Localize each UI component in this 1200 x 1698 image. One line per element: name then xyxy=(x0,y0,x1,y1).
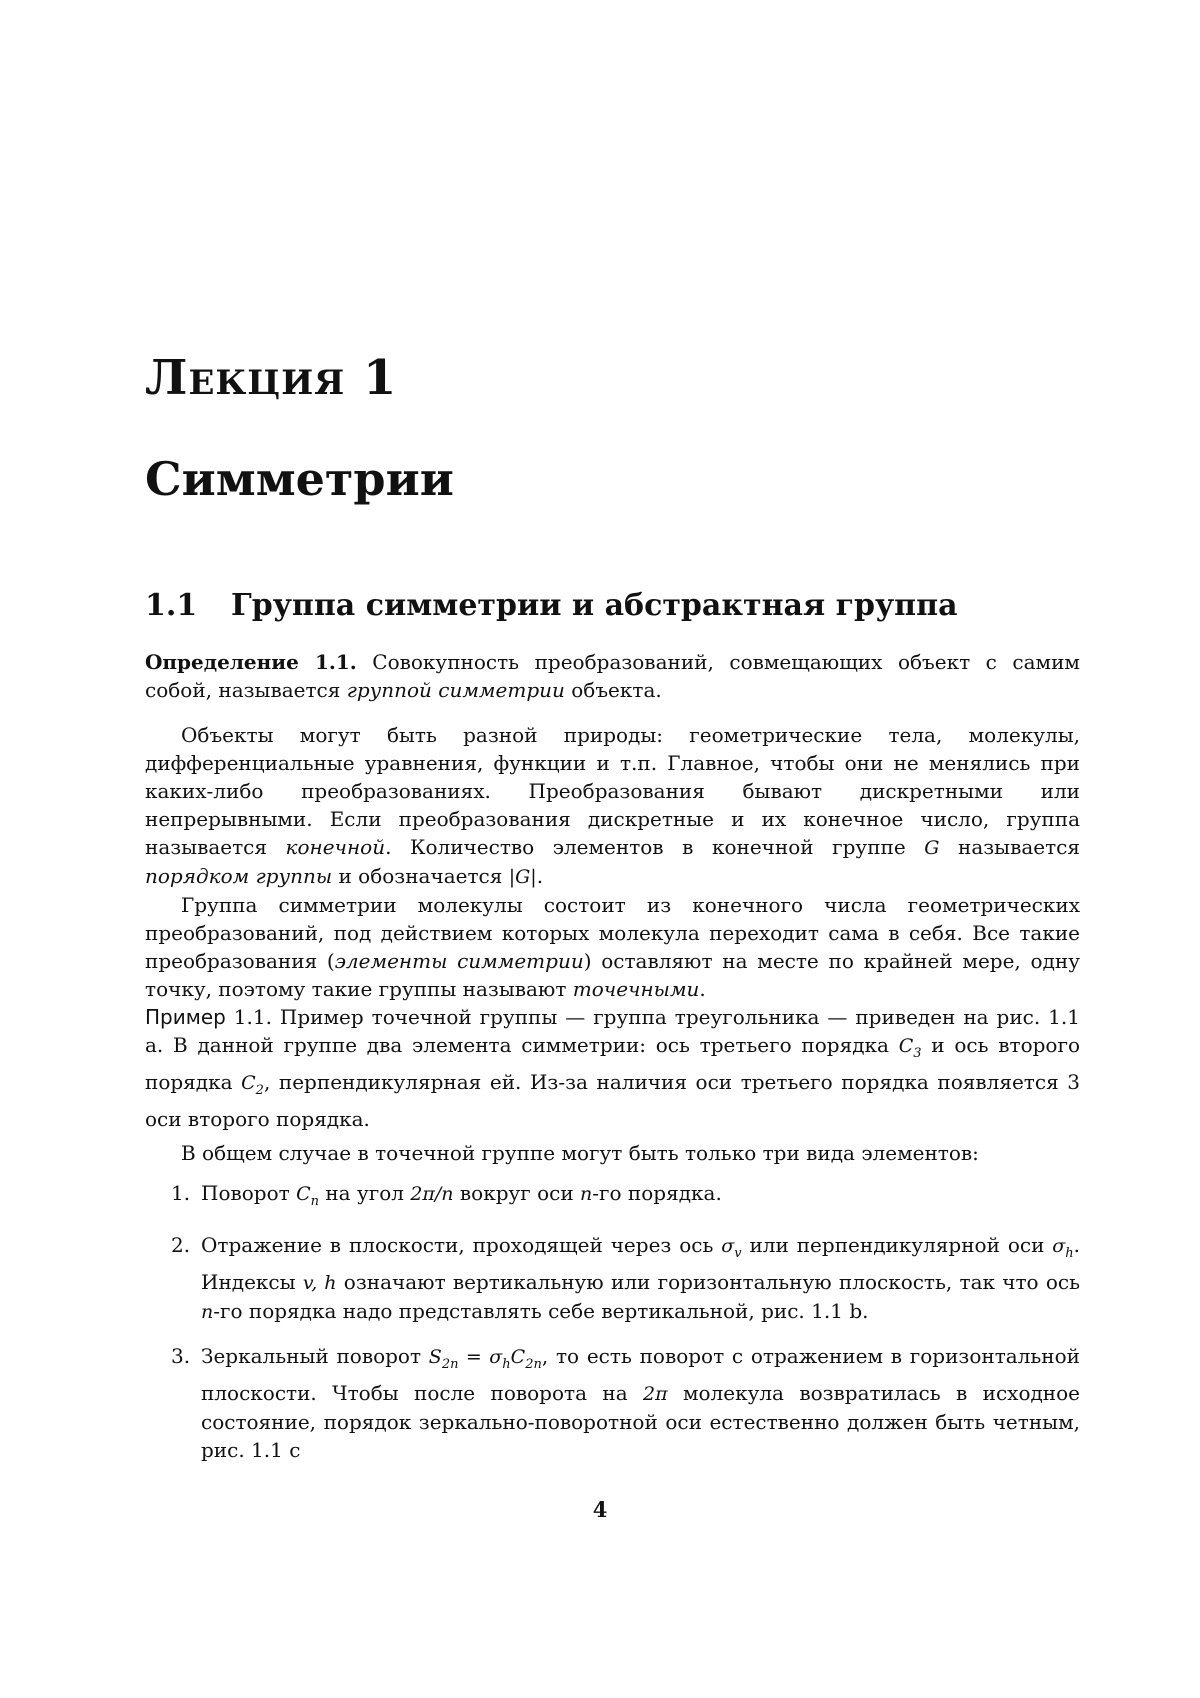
math-subscript: n xyxy=(311,1193,319,1208)
section-number: 1.1 xyxy=(145,588,231,623)
math-symbol: S xyxy=(429,1346,442,1368)
math-symbol: σ xyxy=(1052,1235,1065,1257)
math-subscript: 2n xyxy=(442,1357,459,1372)
paragraph-general-case: В общем случае в точечной группе могут быть только три вида элементов: xyxy=(145,1139,1080,1167)
list-text: Поворот xyxy=(201,1181,296,1205)
list-text: означают вертикальную или горизонтальную плоскость, так что ось xyxy=(337,1270,1080,1294)
math-symbol: 2π xyxy=(643,1383,668,1405)
paragraph-text: ) оставляют на месте по крайней мере, одну точку, поэтому такие группы называют xyxy=(145,949,1080,1001)
list-item xyxy=(145,1231,1080,1326)
list-text: молекула возвратилась в исходное состояние, порядок зеркально-поворотной оси естественно должен быть четным, рис. 1.1 c xyxy=(201,1381,1080,1462)
paragraph-objects xyxy=(145,721,1080,891)
list-text: Зеркальный поворот xyxy=(201,1344,429,1368)
math-symbol: n xyxy=(201,1301,213,1323)
section-heading xyxy=(145,588,958,623)
math-symbol: σ xyxy=(489,1346,502,1368)
list-text: , то есть поворот с отражением в горизонтальной плоскости. Чтобы после поворота на xyxy=(201,1344,1080,1405)
example-paragraph xyxy=(145,1003,1080,1133)
term-symmetry-elements: элементы симметрии xyxy=(335,949,584,973)
math-subscript: h xyxy=(1065,1246,1073,1261)
example-number: 1.1. xyxy=(226,1005,272,1029)
definition-label: Определение 1.1. xyxy=(145,650,357,674)
list-text: вокруг оси xyxy=(454,1181,581,1205)
math-symbol: σ xyxy=(721,1235,734,1257)
math-subscript: 2 xyxy=(256,1083,264,1098)
definition-term: группой симметрии xyxy=(347,678,565,702)
math-symbol: v, h xyxy=(303,1272,337,1294)
definition-paragraph xyxy=(145,648,1080,704)
paragraph-text: Группа симметрии молекулы состоит из конечного числа геометрических преобразований, под действием которых молекула переходит сама в себя. Все такие преобразования ( xyxy=(145,893,1080,973)
chapter-label: Лекция 1 xyxy=(145,350,397,406)
paragraph-text: . xyxy=(537,864,543,888)
list-text: или перпендикулярной оси xyxy=(742,1233,1053,1257)
paragraph-molecule xyxy=(145,891,1080,1003)
math-symbol xyxy=(899,1035,922,1057)
list-text: . Индексы xyxy=(201,1233,1080,1294)
symmetry-elements-list xyxy=(145,1179,1080,1464)
paragraph-text: и обозначается xyxy=(332,864,509,888)
paragraph-text: . Количество элементов в конечной группе xyxy=(385,835,924,859)
term-point-groups: точечными xyxy=(573,977,700,1001)
page-number: 4 xyxy=(0,1497,1200,1522)
math-symbol: G xyxy=(924,837,939,859)
paragraph-text: называется xyxy=(939,835,1080,859)
math-symbol: 2π/n xyxy=(410,1183,453,1205)
math-subscript: 3 xyxy=(913,1046,921,1061)
math-symbol: n xyxy=(580,1183,592,1205)
math-operator: = xyxy=(458,1346,489,1368)
math-symbol xyxy=(296,1183,319,1205)
section-title: Группа симметрии и абстрактная группа xyxy=(231,588,958,623)
math-symbol xyxy=(241,1072,264,1094)
math-subscript: h xyxy=(502,1357,510,1372)
list-text: -го порядка. xyxy=(592,1181,722,1205)
paragraph-text: Объекты могут быть разной природы: геометрические тела, молекулы, дифференциальные уравнения, функции и т.п. Главное, чтобы они не менялись при каких-либо преобразованиях. Преобразования бывают дискретными или непрерывными. Если преобразования дискретные и их конечное число, группа называется xyxy=(145,723,1080,859)
list-item xyxy=(145,1179,1080,1216)
list-item xyxy=(145,1342,1080,1464)
paragraph-text: , перпендикулярная ей. Из-за наличия оси третьего порядка появляется 3 оси второго порядка. xyxy=(145,1070,1080,1131)
math-subscript: 2n xyxy=(525,1357,542,1372)
paragraph-text: . xyxy=(699,977,705,1001)
definition-text-end: объекта. xyxy=(565,678,662,702)
math-symbol: C xyxy=(899,1035,914,1057)
math-symbol xyxy=(1052,1235,1073,1257)
term-group-order: порядком группы xyxy=(145,864,332,888)
math-symbol xyxy=(721,1235,741,1257)
chapter-title: Симметрии xyxy=(145,452,454,506)
math-symbol: |G| xyxy=(509,866,537,888)
list-number: 1. xyxy=(171,1179,190,1207)
body-text xyxy=(145,648,1080,1480)
definition-text: Совокупность преобразований, совмещающих объект с самим собой, называется xyxy=(145,650,1080,702)
example-label: Пример xyxy=(145,1005,226,1029)
math-symbol: C xyxy=(296,1183,311,1205)
list-text: на угол xyxy=(319,1181,410,1205)
term-finite: конечной xyxy=(286,835,386,859)
list-number: 3. xyxy=(171,1342,190,1370)
document-page xyxy=(0,0,1200,1698)
math-symbol: C xyxy=(511,1346,526,1368)
list-number: 2. xyxy=(171,1231,190,1259)
math-symbol: C xyxy=(241,1072,256,1094)
math-subscript: v xyxy=(734,1246,741,1261)
list-text: Отражение в плоскости, проходящей через ось xyxy=(201,1233,721,1257)
paragraph-text: и ось второго порядка xyxy=(145,1033,1080,1094)
list-text: -го порядка надо представлять себе вертикальной, рис. 1.1 b. xyxy=(213,1299,868,1323)
paragraph-text: Пример точечной группы — группа треугольника — приведен на рис. 1.1 a. В данной группе два элемента симметрии: ось третьего порядка xyxy=(145,1005,1080,1057)
math-formula xyxy=(429,1346,542,1368)
